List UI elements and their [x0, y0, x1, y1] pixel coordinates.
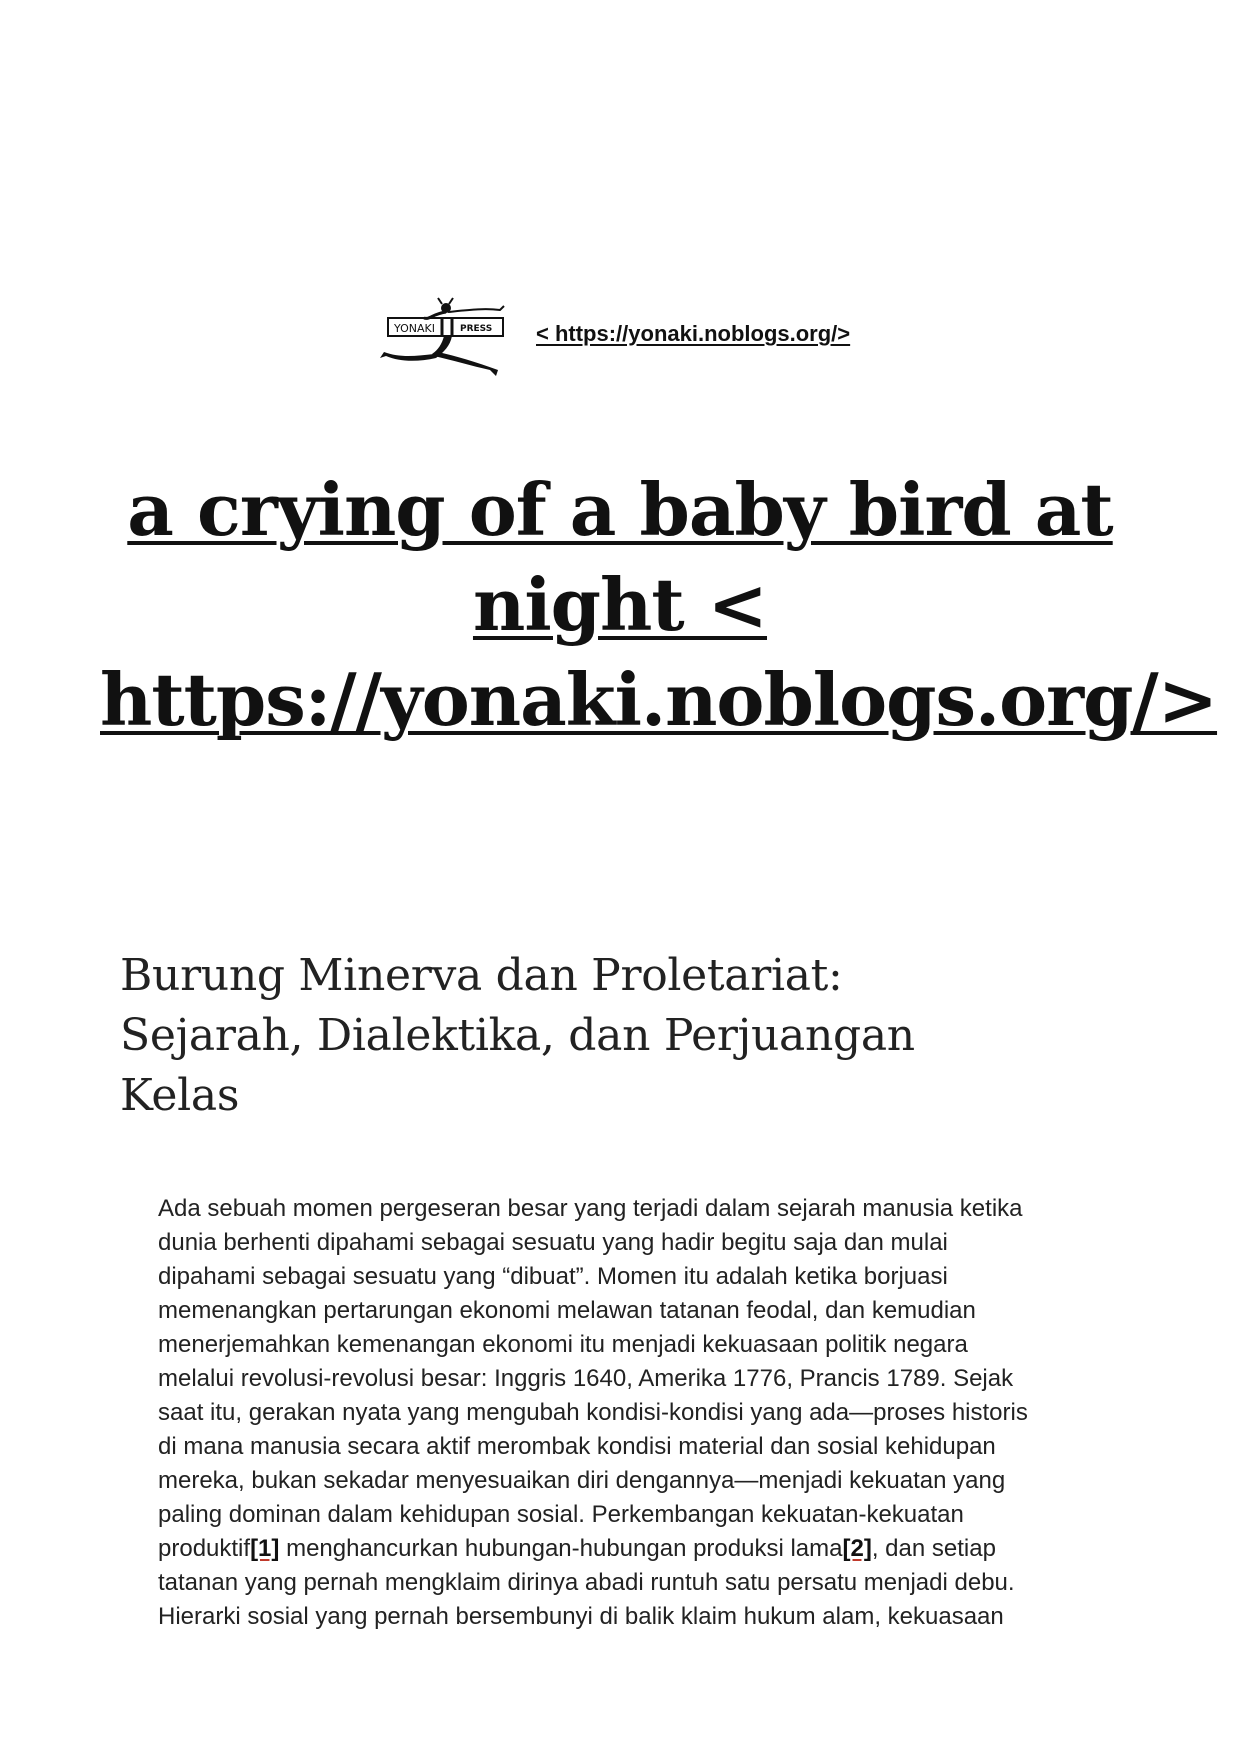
article-title-line: Sejarah, Dialektika, dan Perjuangan	[120, 1010, 915, 1061]
body-line: di mana manusia secara aktif merombak kondisi material dan sosial kehidupan	[158, 1433, 996, 1460]
body-line: tatanan yang pernah mengklaim dirinya abadi runtuh satu persatu menjadi debu.	[158, 1569, 1015, 1596]
body-text-fragment: menghancurkan hubungan-hubungan produksi lama	[279, 1535, 843, 1562]
body-line: paling dominan dalam kehidupan sosial. Perkembangan kekuatan-kekuatan	[158, 1501, 964, 1528]
article-title	[120, 946, 1000, 1126]
header	[372, 296, 850, 378]
body-line-with-footnotes	[158, 1532, 1098, 1566]
logo-right-label: PRESS	[460, 324, 493, 334]
article-title-line: Burung Minerva dan Proletariat:	[120, 950, 843, 1001]
article-body	[158, 1192, 1098, 1634]
body-text-fragment: , dan setiap	[871, 1535, 996, 1562]
footnote-link-1[interactable]: [1]	[250, 1535, 280, 1562]
logo-left-label: YONAKI	[394, 322, 435, 335]
body-line: memenangkan pertarungan ekonomi melawan tatanan feodal, dan kemudian	[158, 1297, 976, 1324]
page-title-line[interactable]: https://yonaki.noblogs.org/>	[100, 657, 1218, 742]
footnote-link-2[interactable]: [2]	[842, 1535, 872, 1562]
header-link[interactable]: < https://yonaki.noblogs.org/>	[536, 321, 851, 346]
body-line: Ada sebuah momen pergeseran besar yang terjadi dalam sejarah manusia ketika	[158, 1195, 1023, 1222]
page-title[interactable]	[100, 462, 1218, 747]
body-line: dunia berhenti dipahami sebagai sesuatu yang hadir begitu saja dan mulai	[158, 1229, 948, 1256]
page-title-line[interactable]: night <	[472, 562, 768, 647]
body-line: menerjemahkan kemenangan ekonomi itu menjadi kekuasaan politik negara	[158, 1331, 968, 1358]
body-line: melalui revolusi-revolusi besar: Inggris 1640, Amerika 1776, Prancis 1789. Sejak	[158, 1365, 1014, 1392]
article-title-line: Kelas	[120, 1070, 240, 1121]
body-line: Hierarki sosial yang pernah bersembunyi di balik klaim hukum alam, kekuasaan	[158, 1603, 1004, 1630]
body-text-fragment: produktif	[158, 1535, 251, 1562]
body-line: mereka, bukan sekadar menyesuaikan diri dengannya—menjadi kekuatan yang	[158, 1467, 1006, 1494]
yonaki-press-runner-logo-icon	[372, 296, 520, 378]
body-line: dipahami sebagai sesuatu yang “dibuat”. Momen itu adalah ketika borjuasi	[158, 1263, 948, 1290]
page-title-line[interactable]: a crying of a baby bird at	[127, 467, 1113, 552]
body-line: saat itu, gerakan nyata yang mengubah kondisi-kondisi yang ada—proses historis	[158, 1399, 1028, 1426]
